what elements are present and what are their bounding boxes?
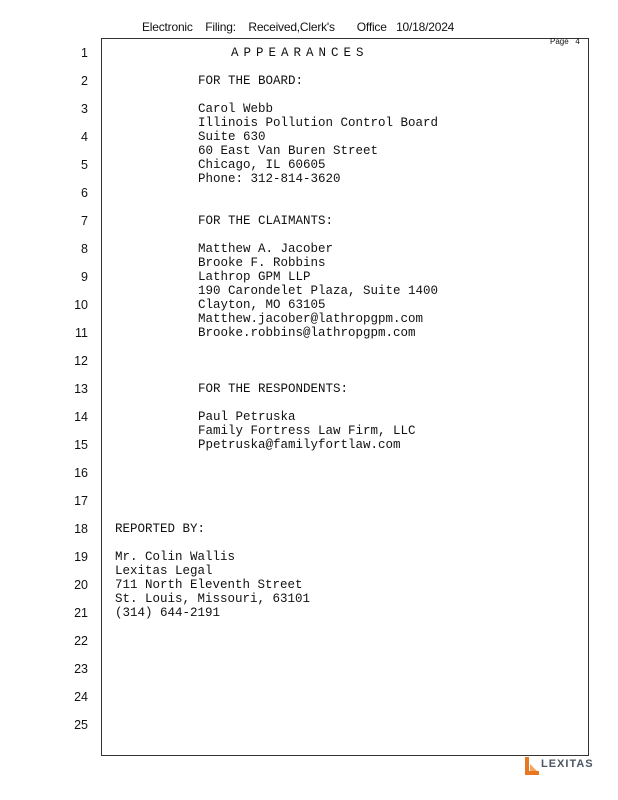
line-number: 7 xyxy=(81,214,88,228)
claimants-line: Matthew A. Jacober xyxy=(198,242,334,256)
respondents-heading: FOR THE RESPONDENTS: xyxy=(198,382,349,396)
line-number: 13 xyxy=(74,382,88,396)
line-number: 15 xyxy=(74,438,88,452)
line-number: 2 xyxy=(81,74,88,88)
respondents-email: Ppetruska@familyfortlaw.com xyxy=(198,438,401,452)
claimants-line: 190 Carondelet Plaza, Suite 1400 xyxy=(198,284,439,298)
page-label: Page 4 xyxy=(550,37,580,46)
line-number: 17 xyxy=(74,494,88,508)
line-number: 20 xyxy=(74,578,88,592)
board-line: 60 East Van Buren Street xyxy=(198,144,379,158)
appearances-title: APPEARANCES xyxy=(231,46,369,60)
board-line: Carol Webb xyxy=(198,102,274,116)
board-line: Phone: 312-814-3620 xyxy=(198,172,341,186)
line-number: 14 xyxy=(74,410,88,424)
line-number: 16 xyxy=(74,466,88,480)
line-number: 24 xyxy=(74,690,88,704)
line-number: 5 xyxy=(81,158,88,172)
reporter-line: Mr. Colin Wallis xyxy=(115,550,236,564)
reporter-phone: (314) 644-2191 xyxy=(115,606,221,620)
claimants-line: Brooke F. Robbins xyxy=(198,256,326,270)
line-number: 18 xyxy=(74,522,88,536)
line-number: 25 xyxy=(74,718,88,732)
line-number: 9 xyxy=(81,270,88,284)
line-number: 10 xyxy=(74,298,88,312)
line-number: 22 xyxy=(74,634,88,648)
board-heading: FOR THE BOARD: xyxy=(198,74,304,88)
line-number: 1 xyxy=(81,46,88,60)
line-number: 19 xyxy=(74,550,88,564)
reporter-heading: REPORTED BY: xyxy=(115,522,206,536)
claimants-email: Matthew.jacober@lathropgpm.com xyxy=(198,312,424,326)
board-line: Illinois Pollution Control Board xyxy=(198,116,439,130)
board-line: Suite 630 xyxy=(198,130,266,144)
claimants-line: Lathrop GPM LLP xyxy=(198,270,311,284)
line-number: 4 xyxy=(81,130,88,144)
line-number: 23 xyxy=(74,662,88,676)
line-number: 8 xyxy=(81,242,88,256)
claimants-heading: FOR THE CLAIMANTS: xyxy=(198,214,334,228)
reporter-line: St. Louis, Missouri, 63101 xyxy=(115,592,311,606)
line-number: 6 xyxy=(81,186,88,200)
filing-header: Electronic Filing: Received,Clerk's Office 10/18/2024 xyxy=(142,20,455,34)
line-number: 3 xyxy=(81,102,88,116)
respondents-line: Family Fortress Law Firm, LLC xyxy=(198,424,416,438)
line-number: 11 xyxy=(75,326,88,340)
board-line: Chicago, IL 60605 xyxy=(198,158,326,172)
line-number: 12 xyxy=(74,354,88,368)
respondents-line: Paul Petruska xyxy=(198,410,296,424)
lexitas-mark-icon xyxy=(525,757,539,775)
lexitas-logo-text: LEXITAS xyxy=(541,758,594,770)
reporter-line: Lexitas Legal xyxy=(115,564,213,578)
lexitas-logo xyxy=(525,757,594,775)
claimants-line: Clayton, MO 63105 xyxy=(198,298,326,312)
reporter-line: 711 North Eleventh Street xyxy=(115,578,303,592)
claimants-email: Brooke.robbins@lathropgpm.com xyxy=(198,326,416,340)
line-number: 21 xyxy=(74,606,88,620)
